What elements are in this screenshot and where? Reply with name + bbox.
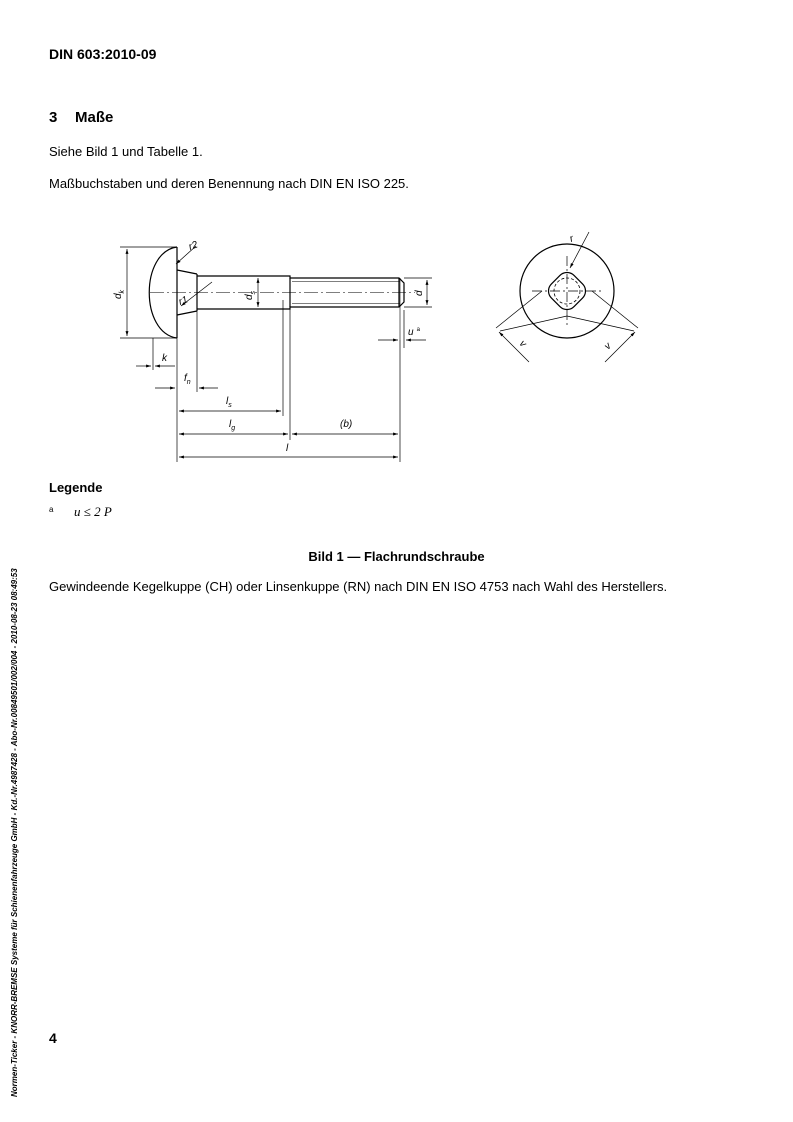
license-watermark: Normen-Ticker - KNORR-BREMSE Systeme für Schienenfahrzeuge GmbH - Kd.-Nr.4987428 - Abo-Nr.00849501/002/004 - 2010-08-23 08:49:53 bbox=[10, 568, 19, 1097]
label-k: k bbox=[162, 353, 167, 364]
document-id: DIN 603:2010-09 bbox=[49, 46, 157, 62]
figure-1-drawing bbox=[0, 0, 793, 480]
label-v-right: v bbox=[602, 340, 614, 353]
label-r2: r2 bbox=[187, 239, 200, 253]
paragraph-reference: Siehe Bild 1 und Tabelle 1. bbox=[49, 144, 203, 159]
top-view-dimension-lines bbox=[496, 232, 638, 362]
label-d: d bbox=[414, 290, 425, 296]
page-number: 4 bbox=[49, 1030, 57, 1046]
label-ls: $l_s$ bbox=[226, 396, 232, 409]
bolt-dimension-labels bbox=[113, 239, 425, 454]
label-dk: $d_k$ bbox=[113, 289, 126, 299]
label-v-left: v bbox=[516, 338, 529, 350]
paragraph-notation: Maßbuchstaben und deren Benennung nach DIN EN ISO 225. bbox=[49, 176, 409, 191]
label-lg: $l_g$ bbox=[229, 419, 236, 432]
label-l: l bbox=[286, 443, 289, 454]
label-b: (b) bbox=[340, 419, 353, 430]
footnote-marker: a bbox=[49, 505, 54, 514]
legend-title: Legende bbox=[49, 480, 103, 495]
section-number: 3 bbox=[49, 109, 58, 126]
thread-end-note: Gewindeende Kegelkuppe (CH) oder Linsenkuppe (RN) nach DIN EN ISO 4753 nach Wahl des Herstellers. bbox=[49, 579, 668, 594]
figure-caption: Bild 1 — Flachrundschraube bbox=[308, 549, 485, 564]
top-view-labels bbox=[517, 233, 614, 352]
label-u: u $^a$ bbox=[408, 327, 420, 338]
label-r: r bbox=[568, 233, 576, 245]
section-title: Maße bbox=[75, 109, 114, 126]
label-fn: $f_n$ bbox=[184, 373, 191, 386]
label-r1: r1 bbox=[177, 294, 190, 308]
label-ds: $d_s$ bbox=[244, 290, 257, 300]
footnote-text: u ≤ 2 P bbox=[74, 504, 112, 519]
